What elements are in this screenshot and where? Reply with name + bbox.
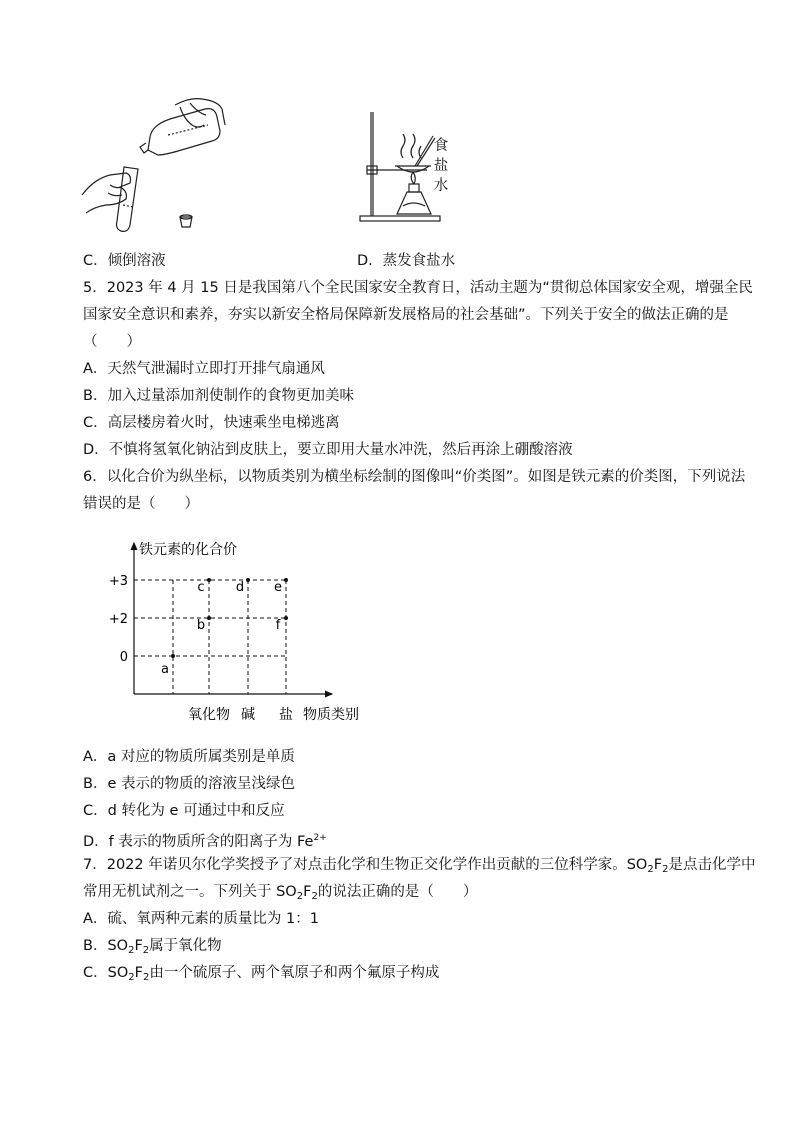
data-point bbox=[207, 578, 211, 582]
ion-charge: 2+ bbox=[313, 833, 327, 843]
formula-f: F bbox=[303, 884, 312, 900]
salt-water-char: 食 bbox=[433, 138, 449, 154]
q7-stem-line2 bbox=[83, 882, 477, 907]
q5-stem-line1: 5．2023 年 4 月 15 日是我国第八个全民国家安全教育日，活动主题为“贯彻总体国家安全观，增强全民 bbox=[83, 280, 753, 296]
y-axis-label: 铁元素的化合价 bbox=[139, 542, 237, 558]
subscript: 2 bbox=[142, 945, 150, 956]
y-tick-label: +2 bbox=[108, 612, 128, 627]
point-label: f bbox=[275, 618, 281, 633]
x-category-label: 碱 bbox=[241, 707, 255, 723]
subscript: 2 bbox=[311, 891, 318, 902]
y-tick-label: 0 bbox=[119, 650, 128, 665]
data-point bbox=[171, 654, 175, 658]
subscript: 2 bbox=[128, 945, 135, 956]
salt-water-label bbox=[432, 136, 450, 196]
pouring-solution-illustration bbox=[80, 95, 230, 240]
q6-stem-line2: 错误的是（ ） bbox=[83, 496, 199, 512]
q5-option-a: A．天然气泄漏时立即打开排气扇通风 bbox=[83, 361, 325, 377]
q6-option-b: B．e 表示的物质的溶液呈浅绿色 bbox=[83, 776, 295, 792]
subscript: 2 bbox=[128, 972, 135, 983]
q5-option-c: C．高层楼房着火时，快速乘坐电梯逃离 bbox=[83, 415, 340, 431]
q5-option-b: B．加入过量添加剂使制作的食物更加美味 bbox=[83, 388, 354, 404]
q7-option-b-suffix: 属于氧化物 bbox=[149, 938, 222, 954]
q7-option-b bbox=[83, 936, 222, 961]
q7-line1-text: 7．2022 年诺贝尔化学奖授予了对点击化学和生物正交化学作出贡献的三位科学家。SO bbox=[83, 857, 648, 873]
subscript: 2 bbox=[647, 864, 654, 875]
subscript: 2 bbox=[296, 891, 304, 902]
q7-option-a: A．硫、氧两种元素的质量比为 1：1 bbox=[83, 911, 319, 927]
data-point bbox=[246, 578, 250, 582]
q7-line2-suffix: 的说法正确的是（ ） bbox=[317, 884, 478, 900]
data-point bbox=[284, 578, 288, 582]
point-label: e bbox=[274, 580, 282, 595]
q5-stem-line3: （ ） bbox=[83, 334, 141, 350]
q7-option-c bbox=[83, 963, 439, 988]
point-label: d bbox=[235, 580, 245, 595]
x-category-label: 氧化物 bbox=[188, 707, 230, 723]
salt-water-char: 盐 bbox=[433, 158, 449, 174]
q7-option-b-text: B．SO bbox=[83, 938, 129, 954]
q5-stem-line2: 国家安全意识和素养，夯实以新安全格局保障新发展格局的社会基础”。下列关于安全的做法正确的是 bbox=[83, 307, 729, 323]
subscript: 2 bbox=[662, 864, 669, 875]
point-label: a bbox=[161, 662, 169, 677]
q6-option-d-text: D．f 表示的物质所含的阳离子为 bbox=[83, 834, 297, 850]
formula-f: F bbox=[653, 857, 663, 873]
subscript: 2 bbox=[142, 972, 150, 983]
salt-water-char: 水 bbox=[433, 178, 449, 194]
q6-option-a: A．a 对应的物质所属类别是单质 bbox=[83, 749, 295, 765]
data-point bbox=[207, 616, 211, 620]
x-axis-label: 物质类别 bbox=[303, 707, 359, 723]
option-c-label: C．倾倒溶液 bbox=[83, 253, 166, 269]
q5-option-d: D．不慎将氢氧化钠沾到皮肤上，要立即用大量水冲洗，然后再涂上硼酸溶液 bbox=[83, 442, 573, 458]
point-label: b bbox=[196, 618, 206, 633]
q7-option-c-text: C．SO bbox=[83, 965, 129, 981]
iron-valence-chart bbox=[100, 535, 380, 725]
ferrous-ion: Fe bbox=[297, 834, 314, 850]
q6-option-d bbox=[83, 828, 327, 852]
option-d-label: D．蒸发食盐水 bbox=[357, 253, 456, 269]
formula-f: F bbox=[134, 938, 143, 954]
data-point bbox=[284, 616, 288, 620]
q7-stem-line1 bbox=[83, 855, 755, 880]
q7-line2-text: 常用无机试剂之一。下列关于 SO bbox=[83, 884, 297, 900]
x-category-label: 盐 bbox=[279, 707, 293, 723]
y-tick-label: +3 bbox=[108, 574, 128, 589]
formula-f: F bbox=[134, 965, 143, 981]
q7-option-c-suffix: 由一个硫原子、两个氧原子和两个氟原子构成 bbox=[149, 965, 440, 981]
q6-stem-line1: 6．以化合价为纵坐标，以物质类别为横坐标绘制的图像叫“价类图”。如图是铁元素的价类图，下列说法 bbox=[83, 469, 746, 485]
q6-option-c: C．d 转化为 e 可通过中和反应 bbox=[83, 803, 285, 819]
point-label: c bbox=[197, 580, 205, 595]
q7-line1-suffix: 是点击化学中 bbox=[668, 857, 756, 873]
